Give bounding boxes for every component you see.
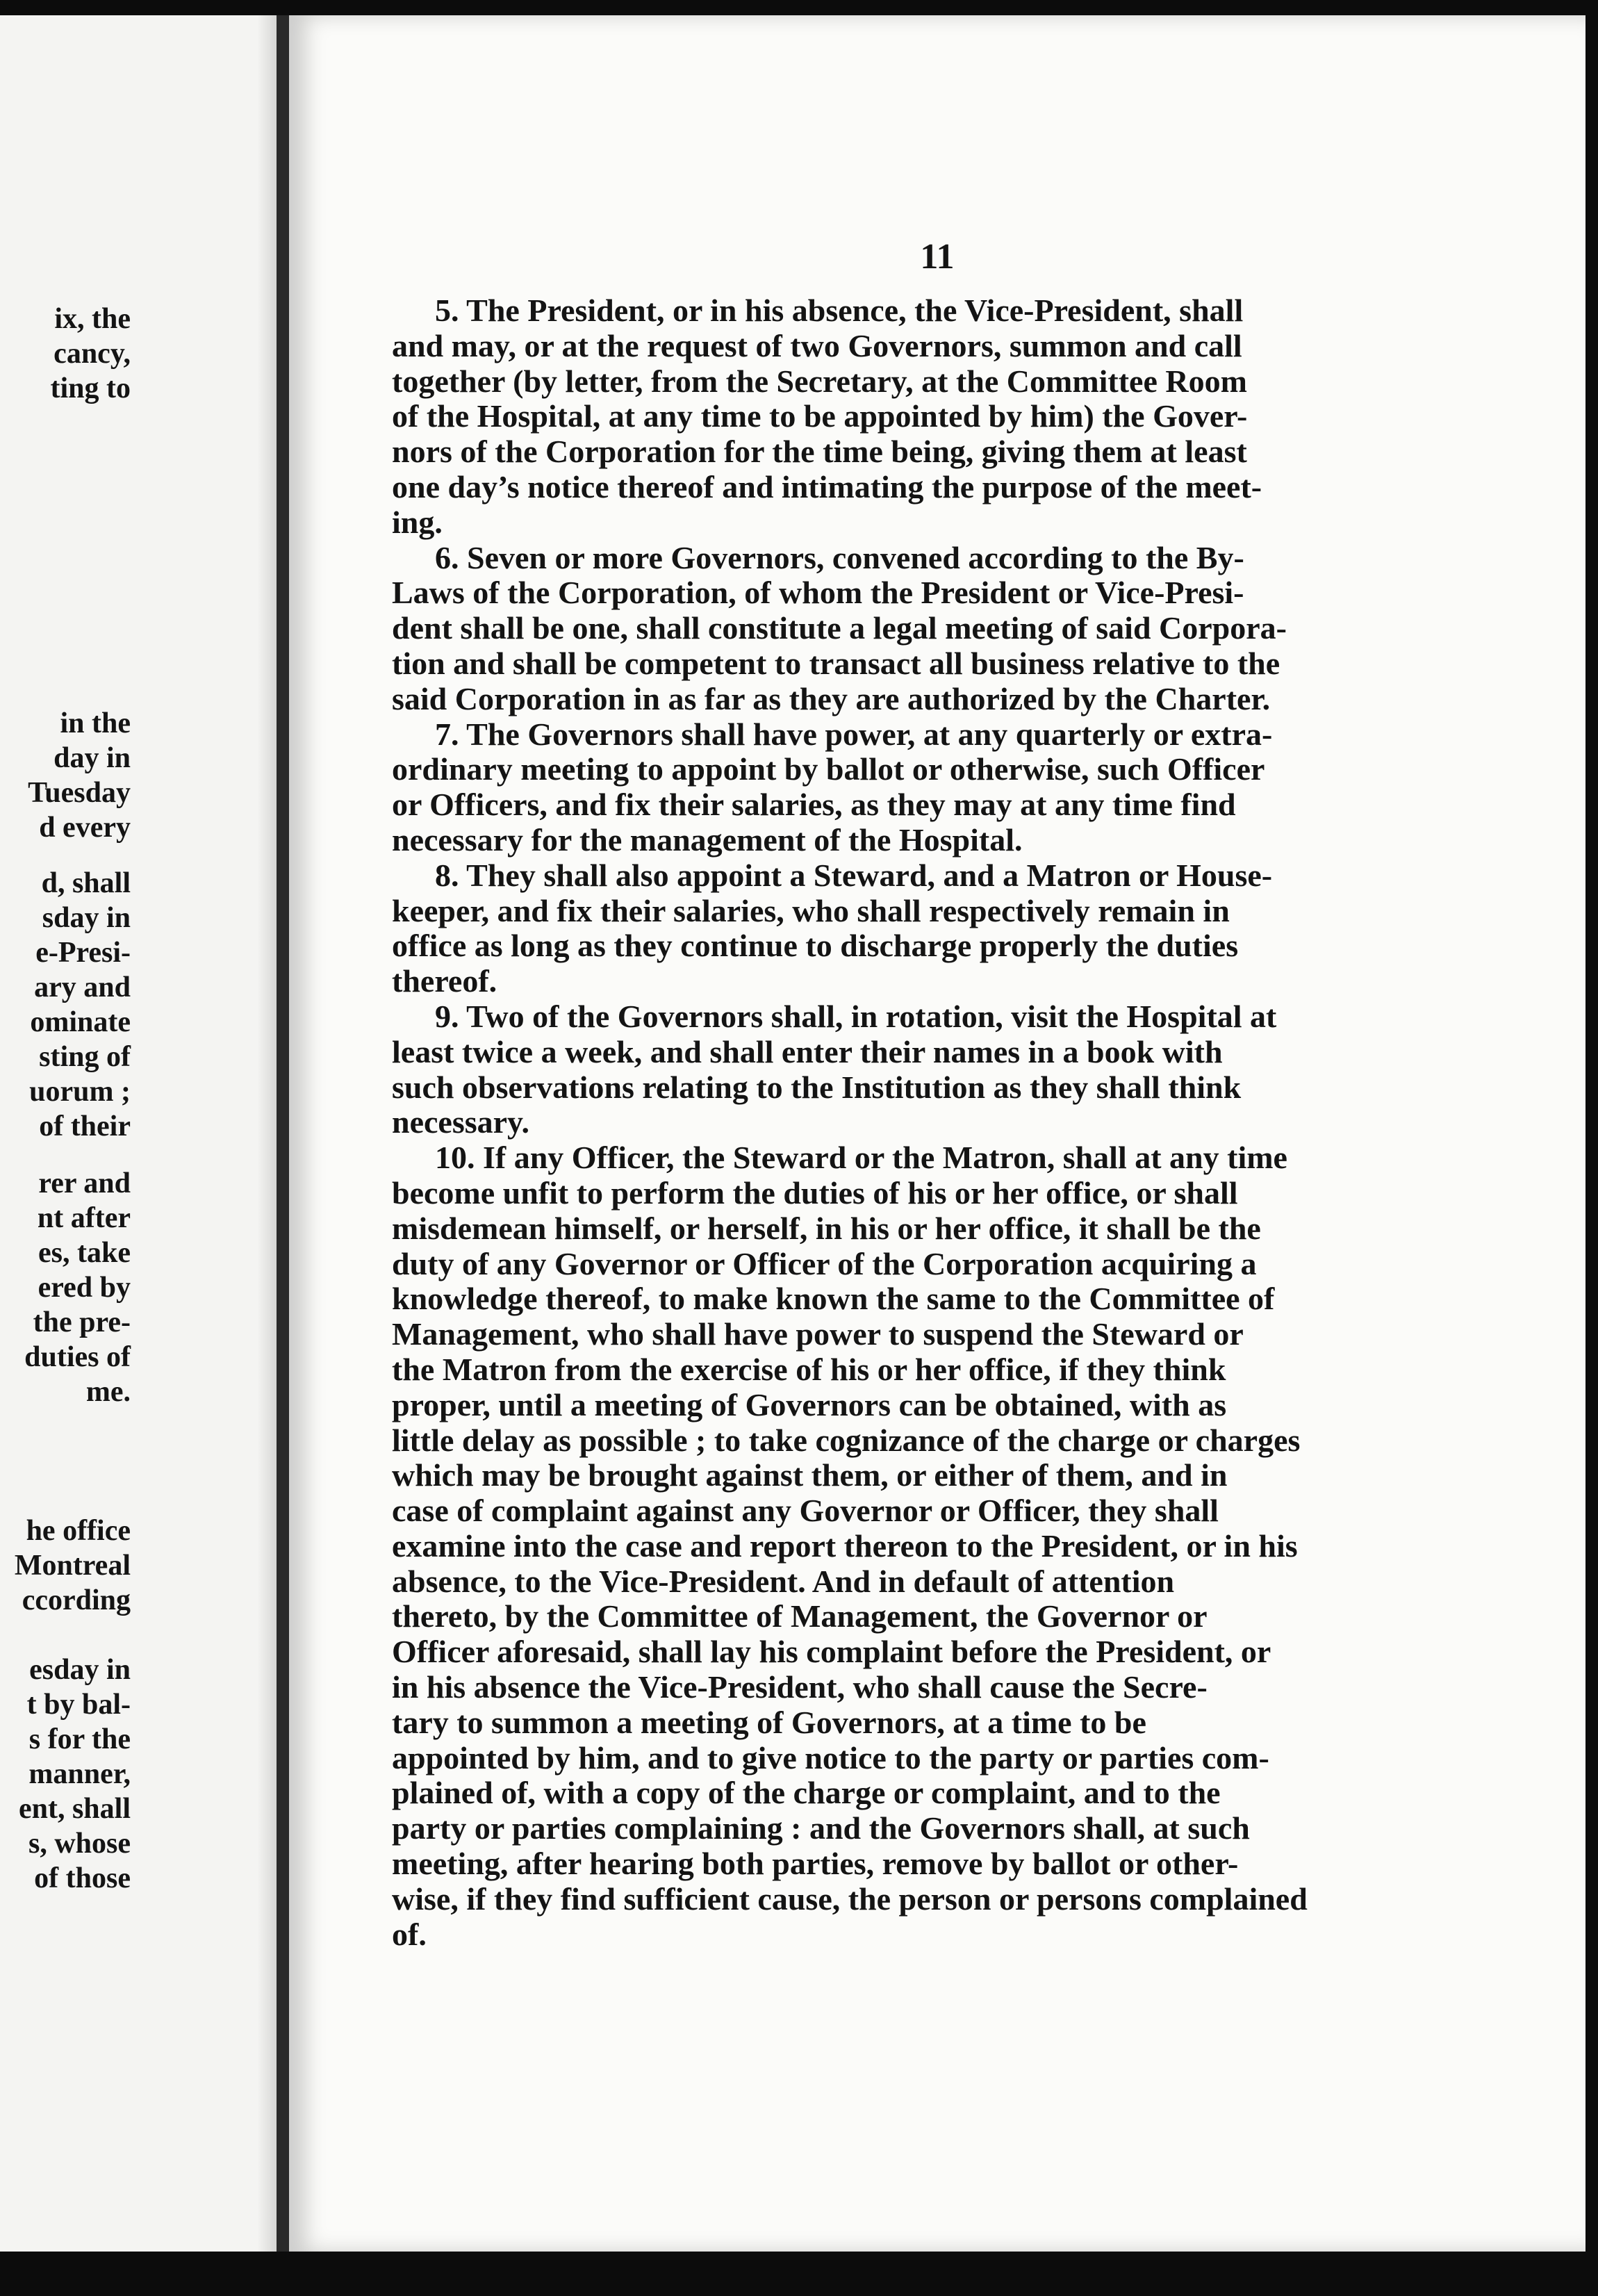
- left-page-line: d every: [39, 812, 131, 844]
- text-line: Officer aforesaid, shall lay his complaint before the President, or: [392, 1634, 1271, 1670]
- text-line: which may be brought against them, or either of them, and in: [392, 1457, 1228, 1493]
- text-line: tary to summon a meeting of Governors, at a time to be: [392, 1704, 1146, 1740]
- book-gutter: [277, 15, 289, 2252]
- paragraph: [392, 858, 1598, 999]
- text-line: tion and shall be competent to transact all business relative to the: [392, 645, 1280, 681]
- paragraph: [392, 1140, 1598, 1952]
- left-page-line: Tuesday: [28, 777, 131, 809]
- text-line: wise, if they find sufficient cause, the person or persons complained: [392, 1880, 1308, 1917]
- text-line: thereto, by the Committee of Management, the Governor or: [392, 1598, 1208, 1634]
- text-line: 10. If any Officer, the Steward or the Matron, shall at any time: [435, 1140, 1287, 1176]
- left-page-line: esday in: [29, 1654, 131, 1686]
- text-line: duty of any Governor or Officer of the Corporation acquiring a: [392, 1245, 1257, 1281]
- left-page-line: he office: [26, 1515, 131, 1547]
- left-page-line: t by bal-: [26, 1689, 131, 1721]
- text-line: case of complaint against any Governor or Officer, they shall: [392, 1493, 1219, 1529]
- left-page-line: ix, the: [54, 303, 131, 335]
- left-page-line: ccording: [22, 1584, 131, 1616]
- text-line: together (by letter, from the Secretary, at the Committee Room: [392, 363, 1247, 399]
- left-page-line: manner,: [28, 1758, 131, 1790]
- left-page-line: sday in: [42, 902, 131, 934]
- text-line: necessary for the management of the Hospital.: [392, 821, 1023, 858]
- text-line: or Officers, and fix their salaries, as they may at any time find: [392, 787, 1236, 823]
- left-page-line: duties of: [24, 1341, 131, 1373]
- text-line: dent shall be one, shall constitute a legal meeting of said Corpora-: [392, 610, 1287, 646]
- text-line: knowledge thereof, to make known the same to the Committee of: [392, 1281, 1275, 1317]
- text-line: thereof.: [392, 963, 497, 999]
- left-page-line: s for the: [28, 1723, 131, 1755]
- text-line: such observations relating to the Institution as they shall think: [392, 1069, 1242, 1105]
- page-body: [392, 293, 1598, 1952]
- text-line: least twice a week, and shall enter their names in a book with: [392, 1033, 1223, 1069]
- text-line: plained of, with a copy of the charge or complaint, and to the: [392, 1775, 1221, 1811]
- left-page-line: e-Presi-: [35, 937, 131, 969]
- text-line: in his absence the Vice-President, who shall cause the Secre-: [392, 1669, 1208, 1705]
- page-number: 11: [920, 237, 955, 277]
- scan-bottom-border: [0, 2252, 1598, 2296]
- left-page-line: day in: [53, 742, 131, 774]
- left-page-line: ary and: [34, 971, 131, 1003]
- left-page-line: d, shall: [41, 867, 131, 899]
- paragraph: [392, 293, 1598, 541]
- text-line: of the Hospital, at any time to be appointed by him) the Gover-: [392, 398, 1248, 434]
- left-page-line: s, whose: [28, 1828, 131, 1860]
- text-line: 9. Two of the Governors shall, in rotation, visit the Hospital at: [435, 998, 1277, 1034]
- left-page-line: of their: [39, 1110, 131, 1142]
- left-page-line: of those: [34, 1862, 131, 1894]
- left-page-line: ent, shall: [18, 1793, 131, 1825]
- text-line: appointed by him, and to give notice to the party or parties com-: [392, 1739, 1269, 1776]
- left-page-line: Montreal: [14, 1550, 131, 1582]
- text-line: of.: [392, 1916, 427, 1952]
- paragraph: [392, 999, 1598, 1140]
- right-page: [289, 15, 1585, 2252]
- text-line: the Matron from the exercise of his or her office, if they think: [392, 1351, 1226, 1387]
- paragraph: [392, 717, 1598, 858]
- text-line: Management, who shall have power to suspend the Steward or: [392, 1316, 1244, 1352]
- paragraph: [392, 541, 1598, 717]
- left-page-line: es, take: [38, 1237, 131, 1269]
- text-line: office as long as they continue to discharge properly the duties: [392, 928, 1239, 964]
- text-line: absence, to the Vice-President. And in default of attention: [392, 1563, 1175, 1599]
- text-line: one day’s notice thereof and intimating the purpose of the meet-: [392, 468, 1262, 505]
- text-line: 6. Seven or more Governors, convened according to the By-: [435, 539, 1244, 575]
- left-page-line: cancy,: [53, 338, 131, 370]
- left-page-line: ominate: [30, 1006, 131, 1038]
- left-page-fragment: [0, 15, 277, 2252]
- text-line: misdemean himself, or herself, in his or her office, it shall be the: [392, 1210, 1261, 1246]
- text-line: necessary.: [392, 1104, 530, 1140]
- left-page-line: me.: [85, 1376, 131, 1408]
- text-line: proper, until a meeting of Governors can be obtained, with as: [392, 1386, 1227, 1422]
- left-page-edge-shadow: [257, 15, 277, 2252]
- text-line: 5. The President, or in his absence, the Vice-President, shall: [435, 293, 1244, 328]
- left-page-text: [0, 15, 277, 2252]
- text-line: keeper, and fix their salaries, who shall respectively remain in: [392, 892, 1230, 928]
- text-line: become unfit to perform the duties of his or her office, or shall: [392, 1174, 1238, 1211]
- left-page-line: uorum ;: [29, 1076, 131, 1108]
- left-page-line: rer and: [38, 1167, 131, 1199]
- text-line: said Corporation in as far as they are authorized by the Charter.: [392, 680, 1271, 716]
- left-page-line: ting to: [50, 372, 131, 404]
- text-line: ordinary meeting to appoint by ballot or otherwise, such Officer: [392, 751, 1265, 787]
- text-line: 7. The Governors shall have power, at any quarterly or extra-: [435, 716, 1273, 752]
- left-page-line: sting of: [39, 1041, 131, 1073]
- text-line: nors of the Corporation for the time being, giving them at least: [392, 434, 1247, 470]
- left-page-line: the pre-: [33, 1306, 131, 1338]
- text-line: meeting, after hearing both parties, remove by ballot or other-: [392, 1846, 1239, 1882]
- text-line: ing.: [392, 504, 443, 540]
- text-line: Laws of the Corporation, of whom the President or Vice-Presi-: [392, 575, 1244, 611]
- left-page-line: ered by: [38, 1272, 131, 1304]
- text-line: and may, or at the request of two Governors, summon and call: [392, 327, 1242, 363]
- left-page-line: in the: [60, 707, 131, 739]
- text-line: little delay as possible ; to take cognizance of the charge or charges: [392, 1422, 1301, 1458]
- text-line: party or parties complaining : and the Governors shall, at such: [392, 1810, 1250, 1846]
- text-line: examine into the case and report thereon to the President, or in his: [392, 1527, 1298, 1564]
- left-page-line: nt after: [37, 1202, 131, 1234]
- text-line: 8. They shall also appoint a Steward, and a Matron or House-: [435, 857, 1273, 893]
